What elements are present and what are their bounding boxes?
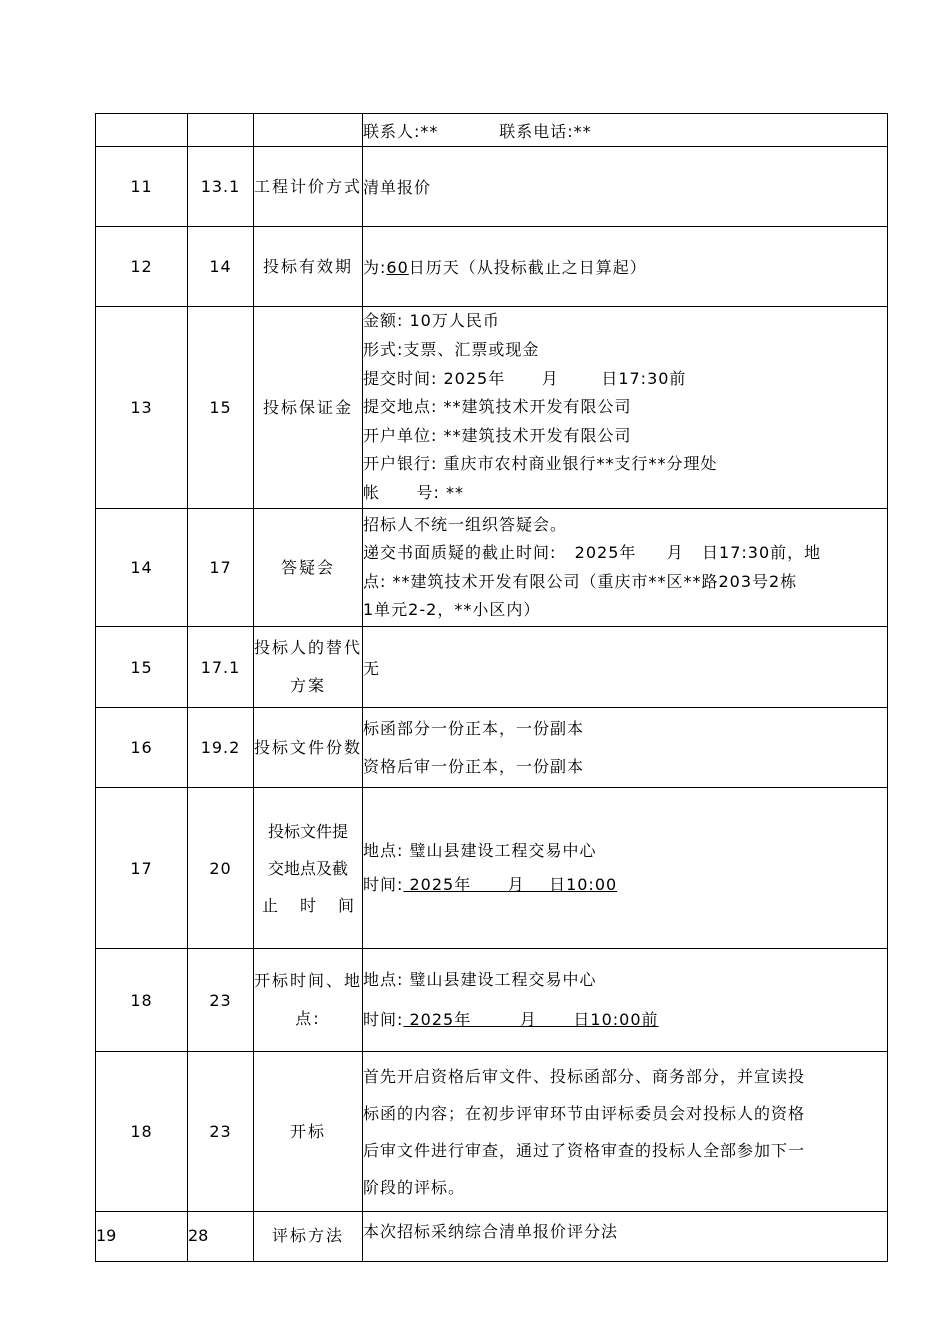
clause-number: 17.1	[188, 627, 254, 708]
item-content	[363, 114, 888, 147]
item-name: 开标	[254, 1052, 363, 1212]
content-line: 金额: 10万人民币	[363, 311, 500, 331]
validity-days: 60	[386, 258, 409, 277]
table-row	[96, 114, 888, 147]
content-line: 后审文件进行审查，通过了资格审查的投标人全部参加下一	[363, 1140, 806, 1160]
row-number: 18	[96, 949, 188, 1052]
table-row	[96, 788, 888, 949]
content-line: 资格后审一份正本，一份副本	[363, 756, 585, 776]
clause-number: 19.2	[188, 708, 254, 788]
content-line: 本次招标采纳综合清单报价评分法	[363, 1222, 619, 1241]
table-row	[96, 949, 888, 1052]
row-number: 14	[96, 509, 188, 627]
tender-data-table	[95, 113, 888, 1262]
table-row	[96, 147, 888, 227]
item-content	[363, 509, 888, 627]
clause-number: 14	[188, 227, 254, 307]
content-line: 帐 号: **	[363, 482, 464, 502]
time-label: 时间:	[363, 1010, 404, 1029]
content-line: 标函的内容；在初步评审环节由评标委员会对投标人的资格	[363, 1103, 806, 1123]
item-content	[363, 949, 888, 1052]
content-line: 1单元2-2，**小区内）	[363, 600, 541, 619]
item-name: 投标文件份数	[254, 708, 363, 788]
clause-number: 20	[188, 788, 254, 949]
item-content	[363, 307, 888, 509]
item-content	[363, 1212, 888, 1262]
content-line: 形式:支票、汇票或现金	[363, 340, 540, 360]
content-line: 标函部分一份正本，一份副本	[363, 718, 585, 738]
validity-suffix: 日历天（从投标截止之日算起）	[408, 258, 647, 277]
content-line: 开户单位: **建筑技术开发有限公司	[363, 425, 632, 445]
clause-number: 23	[188, 949, 254, 1052]
item-name: 答疑会	[254, 509, 363, 627]
row-number: 19	[96, 1212, 188, 1262]
clause-number: 23	[188, 1052, 254, 1212]
clause-number	[188, 114, 254, 147]
content-line: 点: **建筑技术开发有限公司（重庆市**区**路203号2栋	[363, 571, 798, 591]
item-name: 投标人的替代方案	[254, 627, 363, 708]
item-name: 投标有效期	[254, 227, 363, 307]
opening-place: 地点: 璧山县建设工程交易中心	[363, 970, 597, 989]
clause-number: 15	[188, 307, 254, 509]
row-number: 17	[96, 788, 188, 949]
content-line: 无	[363, 658, 381, 678]
content-line: 提交时间: 2025年 月 日17:30前	[363, 368, 687, 388]
validity-line	[363, 255, 887, 278]
time-value: 2025年 月 日10:00前	[403, 1010, 659, 1029]
table-row	[96, 627, 888, 708]
content-line: 清单报价	[363, 178, 432, 197]
item-name	[254, 114, 363, 147]
item-name: 工程计价方式	[254, 147, 363, 227]
table-row	[96, 1212, 888, 1262]
time-label: 时间:	[363, 875, 404, 894]
table-row	[96, 708, 888, 788]
row-number: 13	[96, 307, 188, 509]
table-row	[96, 509, 888, 627]
table-row	[96, 1052, 888, 1212]
content-line: 递交书面质疑的截止时间: 2025年 月 日17:30前，地	[363, 543, 822, 562]
row-number: 12	[96, 227, 188, 307]
row-number: 18	[96, 1052, 188, 1212]
content-line: 首先开启资格后审文件、投标函部分、商务部分，并宣读投	[363, 1066, 806, 1086]
clause-number: 28	[188, 1212, 254, 1262]
validity-prefix: 为:	[363, 258, 387, 277]
table-row	[96, 227, 888, 307]
row-number: 11	[96, 147, 188, 227]
opening-time-line	[363, 1000, 887, 1040]
row-number	[96, 114, 188, 147]
contact-line: 联系人:** 联系电话:**	[363, 121, 592, 141]
item-content	[363, 1052, 888, 1212]
clause-number: 13.1	[188, 147, 254, 227]
table-row	[96, 307, 888, 509]
content-line: 提交地点: **建筑技术开发有限公司	[363, 397, 632, 417]
content-line: 开户银行: 重庆市农村商业银行**支行**分理处	[363, 454, 718, 474]
item-name: 投标文件提交地点及截止时间	[254, 788, 363, 949]
item-content	[363, 147, 888, 227]
item-name: 评标方法	[254, 1212, 363, 1262]
row-number: 15	[96, 627, 188, 708]
submission-time-line	[363, 868, 887, 902]
clause-number: 17	[188, 509, 254, 627]
submission-place: 地点: 璧山县建设工程交易中心	[363, 841, 597, 860]
time-value: 2025年 月 日10:00	[403, 875, 618, 894]
content-line: 招标人不统一组织答疑会。	[363, 514, 568, 534]
item-content	[363, 227, 888, 307]
item-name: 开标时间、地点:	[254, 949, 363, 1052]
row-number: 16	[96, 708, 188, 788]
item-name: 投标保证金	[254, 307, 363, 509]
item-content	[363, 627, 888, 708]
content-line: 阶段的评标。	[363, 1177, 466, 1197]
item-content	[363, 708, 888, 788]
item-content	[363, 788, 888, 949]
